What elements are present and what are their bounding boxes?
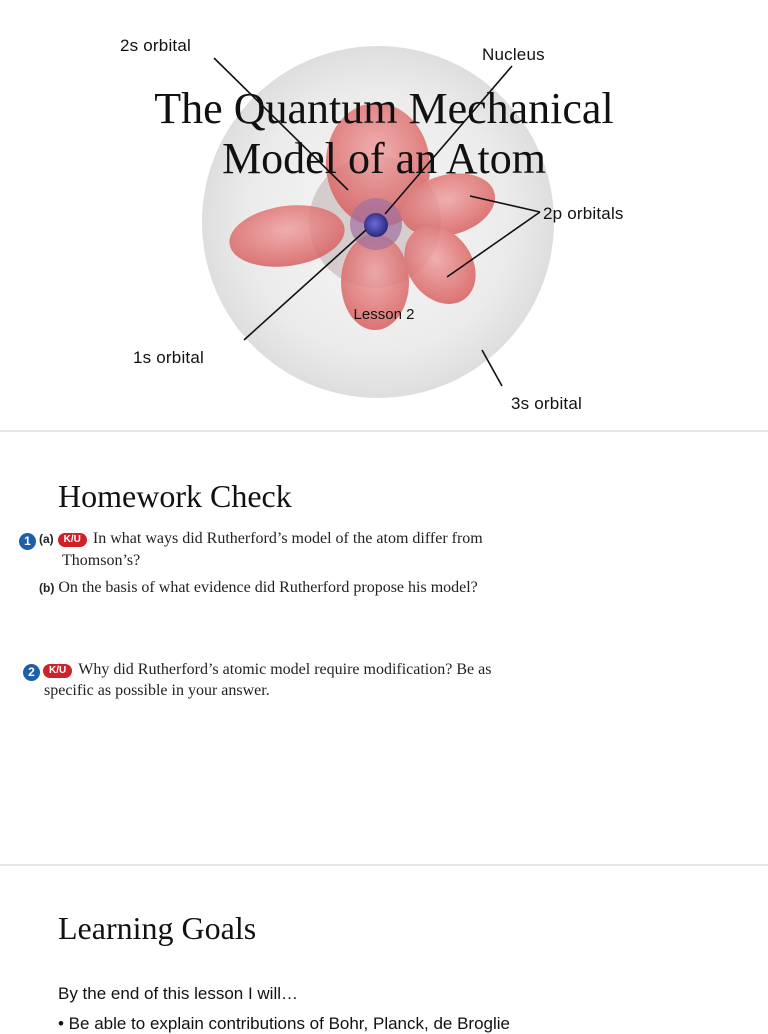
part-label: (b) [39,581,55,595]
intro-text: By the end of this lesson I will… [58,984,299,1003]
slide-subtitle: Lesson 2 [353,306,415,323]
title-line-2: Model of an Atom [222,134,546,183]
question-1a-line-2: Thomson’s? [62,552,141,569]
label-3s-orbital: 3s orbital [511,394,582,413]
part-label: (a) [39,532,54,546]
question-text: Why did Rutherford’s atomic model require modification? Be as [78,661,492,678]
ku-badge: K/U [43,664,72,678]
label-nucleus: Nucleus [482,45,545,64]
learning-goals-slide [0,866,768,1033]
question-2 [23,659,491,681]
nucleus-shape [364,213,388,237]
label-1s-orbital: 1s orbital [133,348,204,367]
homework-check-slide [0,432,768,864]
ku-badge: K/U [58,533,87,547]
question-2-line-2: specific as possible in your answer. [44,682,270,699]
title-slide [0,0,768,430]
slide-title [0,84,768,184]
title-line-1: The Quantum Mechanical [154,84,614,133]
question-text: In what ways did Rutherford’s model of the atom differ from [92,530,483,547]
atom-orbital-diagram [0,0,768,430]
question-1b [39,577,478,599]
label-2p-orbitals: 2p orbitals [543,204,624,223]
slide-heading: Learning Goals [58,910,257,946]
question-text: On the basis of what evidence did Rutherford propose his model? [58,579,478,596]
question-number-badge: 1 [19,533,36,550]
goal-bullet: • Be able to explain contributions of Bohr, Planck, de Broglie [58,1014,511,1033]
question-1a [19,528,483,550]
question-number-badge: 2 [23,664,40,681]
label-2s-orbital: 2s orbital [120,36,191,55]
slide-heading: Homework Check [58,478,292,514]
